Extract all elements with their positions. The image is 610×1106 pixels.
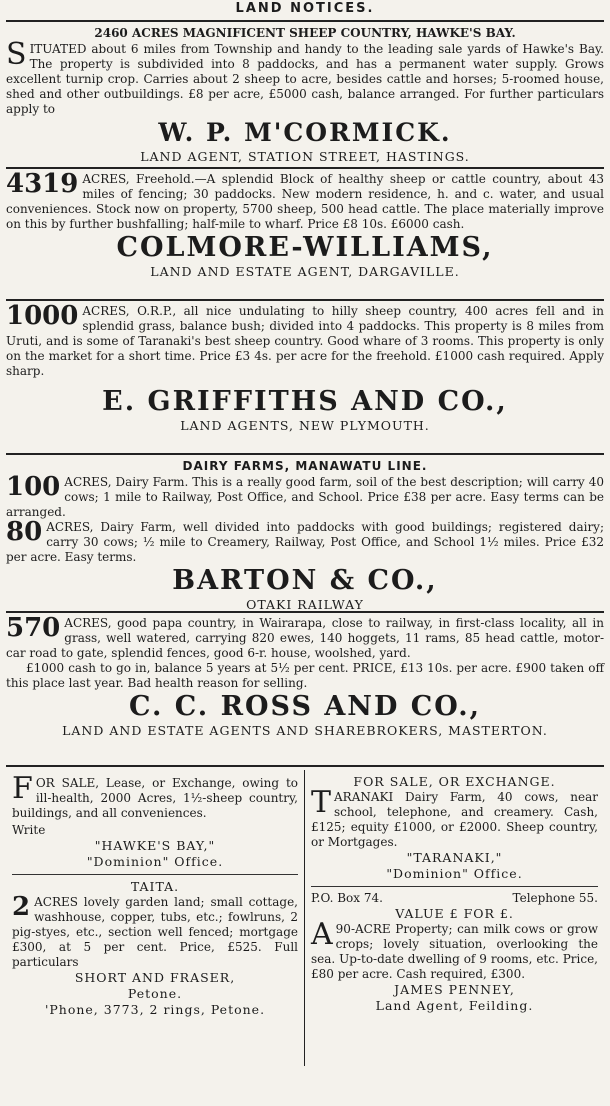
reply-name: "HAWKE'S BAY," — [94, 838, 216, 853]
ad-masterton — [6, 613, 604, 762]
agent-name: JAMES PENNEY, — [394, 982, 515, 997]
ad-body: 2 ACRES lovely garden land; small cottage, washhouse, copper, tubs, etc.; fowlruns, 2 pig-styes, etc., section well fenced; mortgage £300, at 5 per cent. Price, £525. Full particulars — [12, 892, 298, 969]
telephone: Telephone 55. — [512, 891, 598, 905]
newspaper-page — [6, 0, 604, 1106]
acre-number: 570 — [6, 613, 61, 643]
ad-item: 100 ACRES, Dairy Farm. This is a really good farm, soil of the best description; will carry 40 cows; 1 mile to Railway, Post Office, and School. Price £38 per acre. Easy terms can be arranged. — [6, 472, 604, 519]
agent-address: LAND AND ESTATE AGENT, DARGAVILLE. — [150, 264, 460, 279]
ad-body: 4319 ACRES, Freehold.—A splendid Block of healthy sheep or cattle country, about 43 miles of fencing; 30 paddocks. New modern residence, h. and c. water, and usual conveniences. Stock now on property, 5700 sheep, 500 head cattle. The place materially improve on this by further bushfalling; half-mile to wharf. Price £8 10s. £6000 cash. — [6, 169, 604, 231]
acre-number: 1000 — [6, 301, 79, 331]
write-label: Write — [12, 823, 46, 837]
drop-cap: A — [311, 917, 333, 952]
drop-cap: S — [6, 37, 27, 72]
ad-body: 570 ACRES, good papa country, in Wairarapa, close to railway, in first-class locality, all in grass, well watered, carrying 820 ewes, 140 hoggets, 11 rams, 85 head cattle, motor-car road to gate, splendid fences, good 6-r. house, woolshed, yard. — [6, 613, 604, 660]
ad-body: FOR SALE, Lease, or Exchange, owing to ill-health, 2000 Acres, 1½-sheep country, buildings, and all conveniences. — [12, 771, 298, 820]
agent-name: BARTON & CO., — [172, 565, 438, 596]
ad-hawkes-bay — [6, 25, 604, 164]
divider — [6, 765, 604, 767]
agent-name: E. GRIFFITHS AND CO., — [102, 386, 508, 417]
acre-number: 100 — [6, 472, 61, 502]
agent-name: COLMORE-WILLIAMS, — [116, 232, 494, 263]
ad-manawatu — [6, 458, 604, 612]
agent-town: Petone. — [127, 986, 183, 1001]
ad-body-terms: £1000 cash to go in, balance 5 years at 5½ per cent. PRICE, £13 10s. per acre. £900 taken off this place last year. Bad health reason for selling. — [6, 661, 604, 690]
ad-body: SITUATED about 6 miles from Township and handy to the leading sale yards of Hawke's Bay. The property is subdivided into 8 paddocks, and has a permanent water supply. Grows excellent turnip crop. Carries about 2 sheep to acre, besides cattle and horses; 5-roomed house, shed and other outbuildings. £8 per acre, £5000 cash, balance arranged. For further particulars apply to — [6, 37, 604, 116]
agent-address: LAND AGENT, STATION STREET, HASTINGS. — [140, 149, 470, 164]
acre-number: 4319 — [6, 169, 79, 199]
ad-new-plymouth — [6, 301, 604, 450]
reply-name: "TARANAKI," — [406, 850, 503, 865]
acre-number: 2 — [12, 892, 31, 922]
ad-item: 80 ACRES, Dairy Farm, well divided into paddocks with good buildings; registered dairy; carry 30 cows; ½ mile to Creamery, Railway, Post Office, and School 1½ miles. Price £32 per acre. Easy terms. — [6, 517, 604, 564]
ad-dargaville — [6, 169, 604, 296]
reply-office: "Dominion" Office. — [86, 854, 224, 869]
ad-headline: FOR SALE, OR EXCHANGE. — [353, 774, 556, 789]
divider — [311, 886, 598, 887]
po-box: P.O. Box 74. — [311, 891, 383, 905]
ad-hawkes-bay-lease — [12, 771, 298, 870]
ad-body: TARANAKI Dairy Farm, 40 cows, near school, telephone, and creamery. Cash, £125; equity £1000, or £2000. Sheep country, or Mortgages. — [311, 785, 598, 849]
agent-address: LAND AGENTS, NEW PLYMOUTH. — [180, 418, 430, 433]
drop-cap: T — [311, 785, 332, 820]
right-column — [305, 770, 604, 1066]
reply-office: "Dominion" Office. — [386, 866, 523, 881]
left-column — [6, 770, 305, 1066]
agent-address: OTAKI RAILWAY — [246, 597, 364, 612]
ad-body: A 90-ACRE Property; can milk cows or grow crops; lovely situation, overlooking the sea. Up-to-date dwelling of 9 rooms, etc. Price, £80 per acre. Cash required, £300. — [311, 917, 598, 981]
divider — [6, 167, 604, 169]
divider — [6, 20, 604, 22]
agent-phone: 'Phone, 3773, 2 rings, Petone. — [44, 1002, 266, 1017]
ad-feilding — [311, 891, 598, 1014]
agent-name: W. P. M'CORMICK. — [158, 118, 452, 147]
two-column-ads — [6, 770, 604, 1066]
ad-taita — [12, 879, 298, 1018]
ad-body: 1000 ACRES, O.R.P., all nice undulating to hilly sheep country, 400 acres fell and in splendid grass, balance bush; divided into 4 paddocks. This property is 8 miles from Uruti, and is some of Taranaki's best sheep country. Good whare of 3 rooms. This property is only on the market for a short time. Price £3 4s. per acre for the freehold. £1000 cash required. Apply sharp. — [6, 301, 604, 378]
agent-name: C. C. ROSS AND CO., — [128, 691, 482, 722]
ad-headline: 2460 ACRES MAGNIFICENT SHEEP COUNTRY, HAWKE'S BAY. — [94, 26, 516, 40]
agent-address: LAND AND ESTATE AGENTS AND SHAREBROKERS, MASTERTON. — [62, 723, 548, 738]
acre-number: 80 — [6, 517, 43, 547]
ad-headline: VALUE £ FOR £. — [395, 906, 514, 921]
contact-row — [311, 891, 598, 906]
agent-name: SHORT AND FRASER, — [74, 970, 236, 985]
ad-headline: DAIRY FARMS, MANAWATU LINE. — [182, 459, 428, 473]
ad-taranaki-dairy — [311, 774, 598, 882]
drop-cap: F — [12, 771, 33, 806]
divider — [6, 453, 604, 455]
ad-headline: TAITA. — [130, 879, 180, 894]
agent-address: Land Agent, Feilding. — [375, 998, 534, 1013]
divider — [12, 874, 298, 875]
divider — [6, 299, 604, 301]
section-title: LAND NOTICES. — [235, 1, 375, 16]
